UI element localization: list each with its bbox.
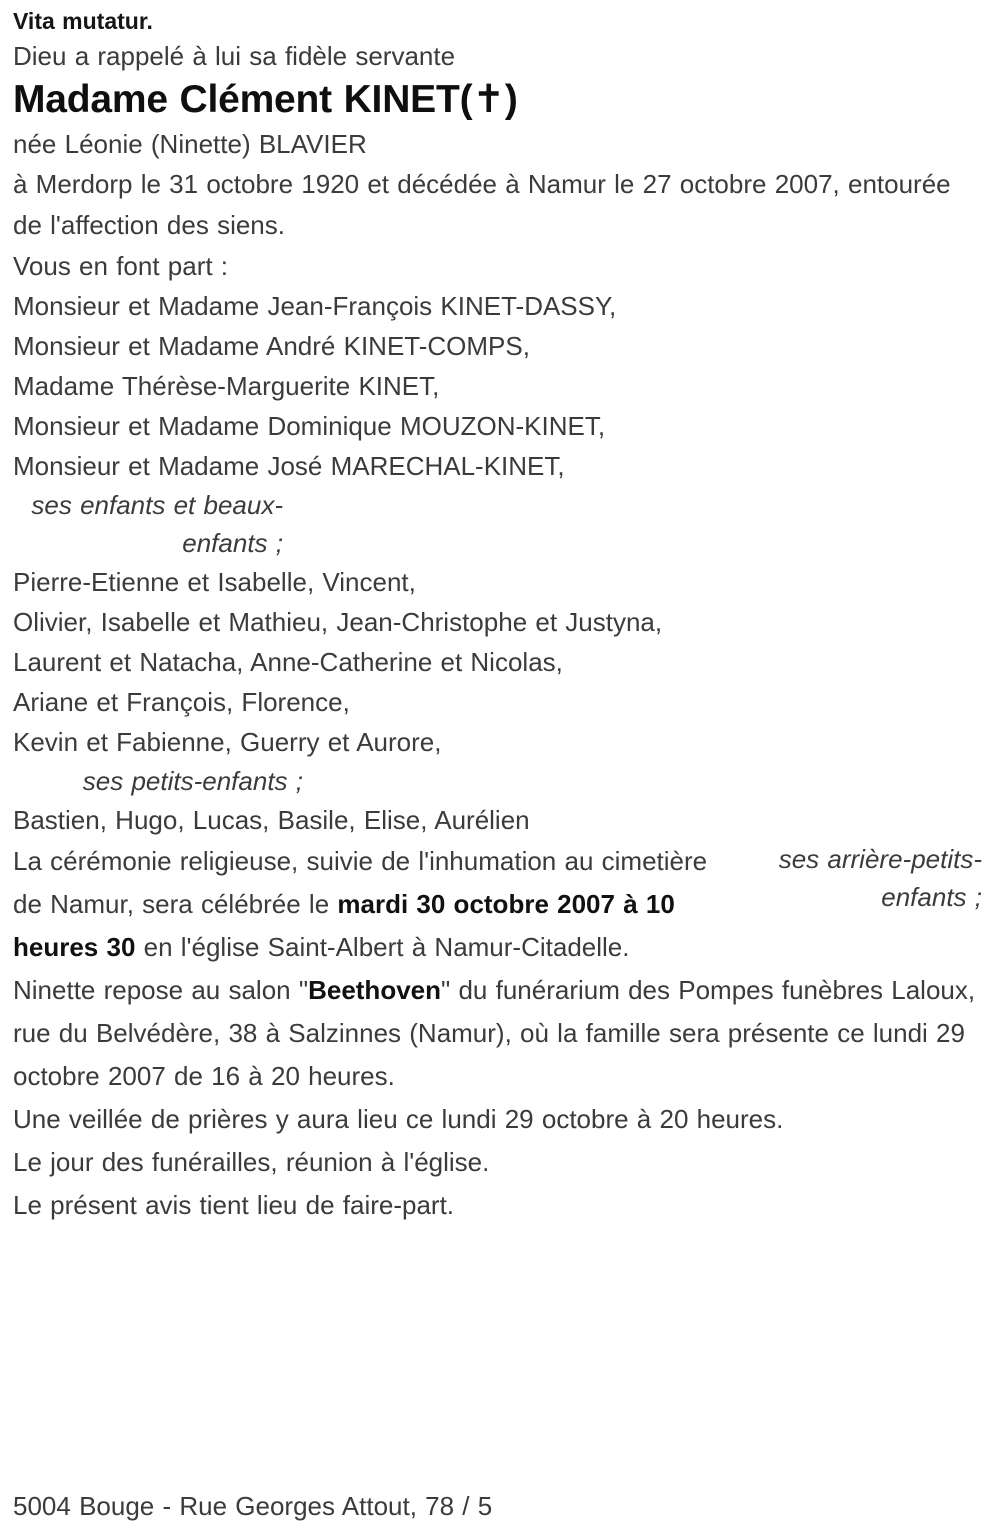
life-dates: à Merdorp le 31 octobre 1920 et décédée à Namur le 27 octobre 2007, entourée de l'affection des siens. [13,169,951,240]
list-item: Laurent et Natacha, Anne-Catherine et Nicolas, [13,647,563,677]
grandchildren-relation-label: ses petits-enfants ; [82,766,303,796]
announcement-line: Vous en font part : [13,251,229,281]
funeral-meeting-line: Le jour des funérailles, réunion à l'église. [13,1147,490,1177]
list-item: Monsieur et Madame Dominique MOUZON-KINET, [13,411,606,441]
address-line: 5004 Bouge - Rue Georges Attout, 78 / 5 [13,1491,493,1521]
list-item: Olivier, Isabelle et Mathieu, Jean-Christophe et Justyna, [13,607,663,637]
ceremony-text-post: en l'église Saint-Albert à Namur-Citadelle. [135,932,630,962]
formal-notice-line: Le présent avis tient lieu de faire-part. [13,1190,455,1220]
great-grandchildren-list [13,800,982,840]
list-item: Monsieur et Madame José MARECHAL-KINET, [13,451,565,481]
vigil-line: Une veillée de prières y aura lieu ce lundi 29 octobre à 20 heures. [13,1104,784,1134]
repose-text-post: " du funérarium des Pompes funèbres Laloux, rue du Belvédère, 38 à Salzinnes (Namur), où la famille sera présente ce lundi 29 octobre 2007 de 16 à 20 heures. [13,975,976,1091]
great-grandchildren-relation-label: ses arrière-petits-enfants ; [778,844,982,912]
list-item: Monsieur et Madame Jean-François KINET-DASSY, [13,291,617,321]
list-item: Madame Thérèse-Marguerite KINET, [13,371,440,401]
repose-paragraph [13,969,982,1098]
intro-line: Dieu a rappelé à lui sa fidèle servante [13,41,456,71]
list-item: Bastien, Hugo, Lucas, Basile, Elise, Aurélien [13,805,530,835]
list-item: Pierre-Etienne et Isabelle, Vincent, [13,567,416,597]
deceased-name: Madame Clément KINET(✝) [13,78,518,121]
salon-name: Beethoven [308,975,441,1005]
children-list [13,286,982,486]
ceremony-text-pre: La cérémonie religieuse, suivie de l'inhumation au cimetière de Namur, sera célébrée le [13,846,708,919]
list-item: Kevin et Fabienne, Guerry et Aurore, [13,727,442,757]
list-item: Monsieur et Madame André KINET-COMPS, [13,331,530,361]
grandchildren-list [13,562,982,762]
children-relation-label: ses enfants et beaux-enfants ; [31,490,283,558]
list-item: Ariane et François, Florence, [13,687,350,717]
motto: Vita mutatur. [13,8,153,34]
repose-text-pre: Ninette repose au salon " [13,975,309,1005]
maiden-name-line: née Léonie (Ninette) BLAVIER [13,129,367,159]
ceremony-datetime: mardi 30 octobre 2007 à 10 heures 30 [13,889,675,962]
